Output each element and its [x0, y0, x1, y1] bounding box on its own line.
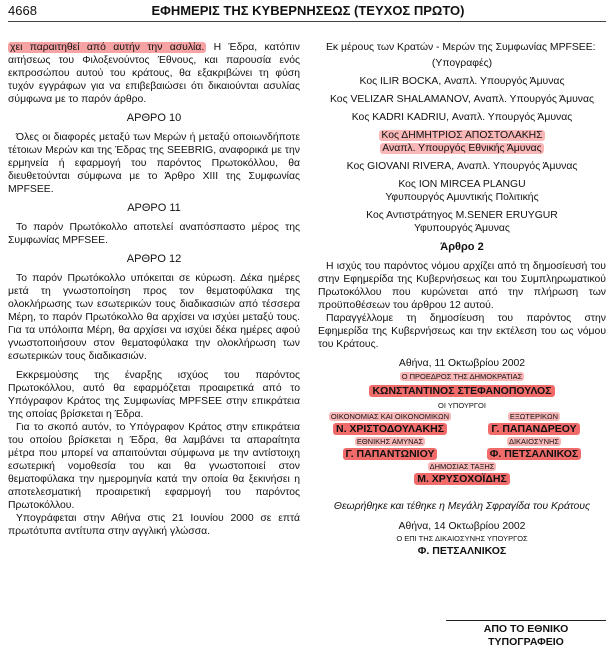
- justice-minister-title: Ο ΕΠΙ ΤΗΣ ΔΙΚΑΙΟΣΥΝΗΣ ΥΠΟΥΡΓΟΣ: [396, 534, 528, 543]
- minister: ΔΙΚΑΙΟΣΥΝΗΣ Φ. ΠΕΤΣΑΛΝΙΚΟΣ: [462, 436, 606, 461]
- right-column: [318, 41, 606, 558]
- paragraph: Όλες οι διαφορές μεταξύ των Μερών ή μεταξύ οποιωνδήποτε τέτοιων Μερών και της Έδρας της SEEBRIG, αναφορικά με την ερμηνεία ή εφαρμογή του παρόντος Πρωτοκόλλου, θα διευθετούνται σύμφωνα με το Άρθρο XIII της Συμφωνίας MPFSEE.: [8, 132, 300, 195]
- page-number: 4668: [8, 3, 37, 18]
- signatory: Κος ILIR BOCKA, Αναπλ. Υπουργός Άμυνας: [359, 76, 565, 87]
- paragraph: Η ισχύς του παρόντος νόμου αρχίζει από τη δημοσίευσή του στην Εφημερίδα της Κυβερνήσεως και του Συμπληρωματικού Πρωτοκόλλου που κυρώνεται από την πλήρωση των προϋποθέσεων του άρθρου 12 αυτού.: [318, 261, 606, 311]
- article-heading: ΑΡΘΡΟ 12: [126, 253, 182, 265]
- signatory: Κος Αντιστράτηγος M.SENER ERUYGUR Υφυπουργός Άμυνας: [366, 210, 558, 234]
- paragraph: Εκ μέρους των Κρατών - Μερών της Συμφωνίας MPFSEE:: [326, 42, 596, 53]
- president-name: ΚΩΝΣΤΑΝΤΙΝΟΣ ΣΤΕΦΑΝΟΠΟΥΛΟΣ: [318, 384, 606, 398]
- signatory: Κος GIOVANI RIVERA, Αναπλ. Υπουργός Άμυνας: [346, 161, 578, 172]
- article-heading: ΑΡΘΡΟ 10: [126, 112, 182, 124]
- minister: ΔΗΜΟΣΙΑΣ ΤΑΞΗΣ Μ. ΧΡΥΣΟΧΟΪΔΗΣ: [318, 461, 606, 486]
- ministers-row: [318, 436, 606, 461]
- date: Αθήνα, 14 Οκτωβρίου 2002: [398, 521, 526, 532]
- page-header: [8, 3, 606, 22]
- paragraph: Εκκρεμούσης της έναρξης ισχύος του παρόντος Πρωτοκόλλου, αυτό θα εφαρμόζεται προαιρετικά από το Υπόγραφον Κράτος της Συμφωνίας MPFSEE στην επικράτεια της οποίας βρίσκεται η Έδρα.: [8, 370, 300, 420]
- paragraph: Παραγγέλλομε τη δημοσίευση του παρόντος στην Εφημερίδα της Κυβερνήσεως και την εκτέλεση του ως νόμου του Κράτους.: [318, 313, 606, 350]
- footer-printer: ΑΠΟ ΤΟ ΕΘΝΙΚΟ ΤΥΠΟΓΡΑΦΕΙΟ: [446, 620, 606, 649]
- gazette-title: ΕΦΗΜΕΡΙΣ ΤΗΣ ΚΥΒΕΡΝΗΣΕΩΣ (ΤΕΥΧΟΣ ΠΡΩΤΟ): [151, 3, 465, 18]
- signatures-label: (Υπογραφές): [431, 58, 493, 69]
- minister: ΕΞΩΤΕΡΙΚΩΝ Γ. ΠΑΠΑΝΔΡΕΟΥ: [462, 411, 606, 436]
- ministers-label: ΟΙ ΥΠΟΥΡΓΟΙ: [438, 401, 486, 410]
- signatory-highlighted: Κος ΔΗΜΗΤΡΙΟΣ ΑΠΟΣΤΟΛΑΚΗΣ Αναπλ. Υπουργός Εθνικής Άμυνας: [381, 130, 543, 154]
- paragraph: Υπογράφεται στην Αθήνα στις 21 Ιουνίου 2000 σε επτά πρωτότυπα αντίτυπα στην αγγλική γλώσσα.: [8, 513, 300, 537]
- left-column: [8, 41, 300, 544]
- signatory: Κος KADRI KADRIU, Αναπλ. Υπουργός Άμυνας: [351, 112, 573, 123]
- article-heading: Άρθρο 2: [440, 241, 484, 253]
- signatory: Κος ION MIRCEA PLANGU Υφυπουργός Αμυντικής Πολιτικής: [385, 179, 539, 203]
- article-heading: ΑΡΘΡΟ 11: [127, 202, 181, 214]
- president-title: Ο ΠΡΟΕΔΡΟΣ ΤΗΣ ΔΗΜΟΚΡΑΤΙΑΣ: [401, 372, 523, 381]
- date: Αθήνα, 11 Οκτωβρίου 2002: [398, 358, 526, 369]
- paragraph: Για το σκοπό αυτόν, το Υπόγραφον Κράτος στην επικράτεια του οποίου βρίσκεται η Έδρα, θα λαμβάνει τα απαραίτητα μέτρα που μπορεί να απαιτούνται σύμφωνα με την αντίστοιχη εσωτερική νομοθεσία του και θα γνωστοποιεί στον θεματοφύλακα την ημερομηνία κατά την οποία θα ξεκινήσει η αποτελεσματική προαιρετική εφαρμογή του παρόντος Πρωτοκόλλου.: [8, 422, 300, 511]
- paragraph: χει παραιτηθεί από αυτήν την ασυλία. Η Έδρα, κατόπιν αιτήσεως του Φιλοξενούντος Έθνους, και παρουσία ενός εκπροσώπου αυτού του κράτους, θα εξακριβώνει τη φύση τυχόν εγγράφων για να επιβεβαιώσει ότι δικαιούνται ασυλίας σύμφωνα με το παρόν άρθρο.: [8, 42, 300, 105]
- minister: ΟΙΚΟΝΟΜΙΑΣ ΚΑΙ ΟΙΚΟΝΟΜΙΚΩΝ Ν. ΧΡΙΣΤΟΔΟΥΛΑΚΗΣ: [330, 412, 450, 435]
- paragraph: Το παρόν Πρωτόκολλο αποτελεί αναπόσπαστο μέρος της Συμφωνίας MPFSEE.: [8, 222, 300, 246]
- ministers-row: [318, 411, 606, 436]
- justice-minister-name: Φ. ΠΕΤΣΑΛΝΙΚΟΣ: [417, 545, 507, 557]
- minister: ΕΘΝΙΚΗΣ ΑΜΥΝΑΣ Γ. ΠΑΠΑΝΤΩΝΙΟΥ: [318, 436, 462, 461]
- seal-text: Θεωρήθηκε και τέθηκε η Μεγάλη Σφραγίδα του Κράτους: [333, 501, 591, 512]
- signatory: Κος VELIZAR SHALAMANOV, Αναπλ. Υπουργός Άμυνας: [330, 94, 594, 105]
- highlighted-text: χει παραιτηθεί από αυτήν την ασυλία.: [10, 42, 205, 53]
- paragraph: Το παρόν Πρωτόκολλο υπόκειται σε κύρωση. Δέκα ημέρες μετά τη γνωστοποίηση προς τον θεματοφύλακα της ολοκλήρωσης των εσωτερικών τους διαδικασιών από τέσσερα Μέρη, το παρόν Πρωτόκολλο θα αρχίσει να ισχύει μεταξύ τους. Για τα υπόλοιπα Μέρη, θα αρχίσει να ισχύει δέκα ημέρες αφού γνωστοποιήσουν στον θεματοφύλακα την ολοκλήρωση των εσωτερικών τους διαδικασιών.: [8, 273, 300, 362]
